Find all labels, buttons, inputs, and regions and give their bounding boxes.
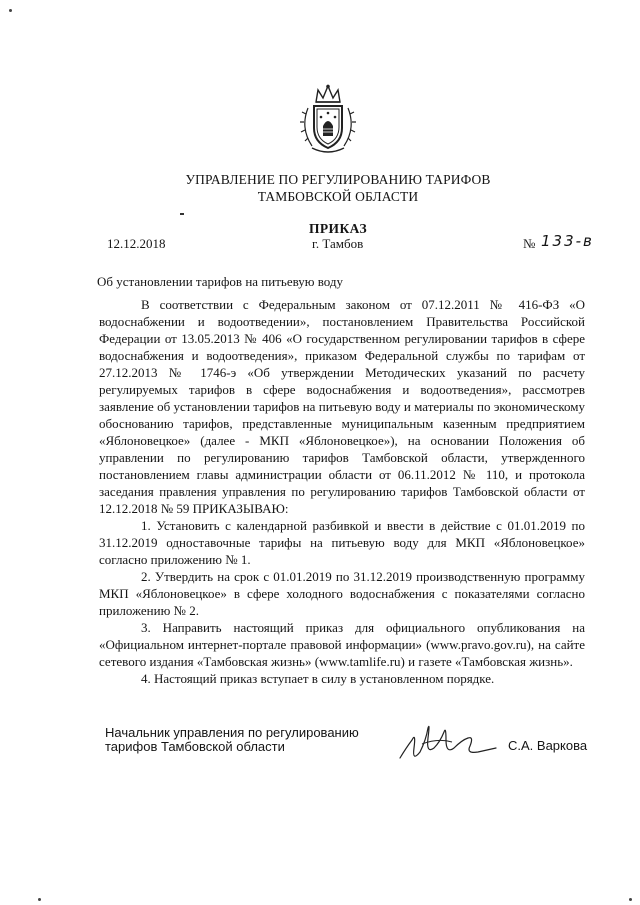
order-item-4: 4. Настоящий приказ вступает в силу в установленном порядке. <box>141 671 495 686</box>
order-item-3: 3. Направить настоящий приказ для официального опубликования на «Официальном интернет-портале правовой информации» (www.pravo.gov.ru), на сайте сетевого издания «Тамбовская жизнь» (www.tamlife.ru) и газете «Тамбовская жизнь». <box>99 620 585 669</box>
preamble-paragraph: В соответствии с Федеральным законом от 07.12.2011 № 416-ФЗ «О водоснабжении и водоотведении», постановлением Правительства Российской Федерации от 13.05.2013 № 406 «О государственном регулировании тарифов в сфере водоснабжения и водоотведения», приказом Федеральной службы по тарифам от 27.12.2013 № 1746-э «Об утверждении Методических указаний по расчету регулируемых тарифов в сфере водоснабжения и водоотведения», рассмотрев заявление об установлении тарифов на питьевую воду и материалы по экономическому обоснованию тарифов, представленные муниципальным казенным предприятием «Яблоновецкое» (далее - МКП «Яблоновецкое»), на основании Положения об управлении по регулированию тарифов Тамбовской области, утвержденного постановлением главы администрации области от 06.11.2012 № 110, и протокола заседания правления управления по регулированию тарифов Тамбовской области от 12.12.2018 № 59 ПРИКАЗЫВАЮ: <box>99 297 585 516</box>
document-city: г. Тамбов <box>312 236 364 251</box>
order-item-2: 2. Утвердить на срок с 01.01.2019 по 31.12.2019 производственную программу МКП «Яблоновецкое» в сфере холодного водоснабжения с показателями согласно приложению № 2. <box>99 569 585 618</box>
signatory-name: С.А. Варкова <box>508 738 588 753</box>
organization-name-line1: УПРАВЛЕНИЕ ПО РЕГУЛИРОВАНИЮ ТАРИФОВ <box>185 172 491 187</box>
scan-mark <box>180 213 184 215</box>
handwritten-signature <box>392 718 502 766</box>
scan-speck <box>9 9 12 12</box>
order-item-1: 1. Установить с календарной разбивкой и ввести в действие с 01.01.2019 по 31.12.2019 одноставочные тарифы на питьевую воду для МКП «Яблоновецкое» согласно приложению № 1. <box>99 518 585 567</box>
document-subject: Об установлении тарифов на питьевую воду <box>97 274 344 289</box>
document-date: 12.12.2018 <box>107 236 166 251</box>
scan-speck <box>38 898 41 901</box>
document-type-title: ПРИКАЗ <box>309 221 367 236</box>
document-number-label: № <box>523 236 536 251</box>
signatory-position-line1: Начальник управления по регулированию <box>105 725 359 740</box>
document-number-handwritten: 133-в <box>541 232 594 250</box>
scan-speck <box>629 898 632 901</box>
organization-name-line2: ТАМБОВСКОЙ ОБЛАСТИ <box>257 189 419 204</box>
tambov-coat-of-arms-emblem <box>296 84 360 156</box>
document-body <box>99 296 585 687</box>
signatory-position <box>105 726 359 754</box>
signatory-position-line2: тарифов Тамбовской области <box>105 739 285 754</box>
